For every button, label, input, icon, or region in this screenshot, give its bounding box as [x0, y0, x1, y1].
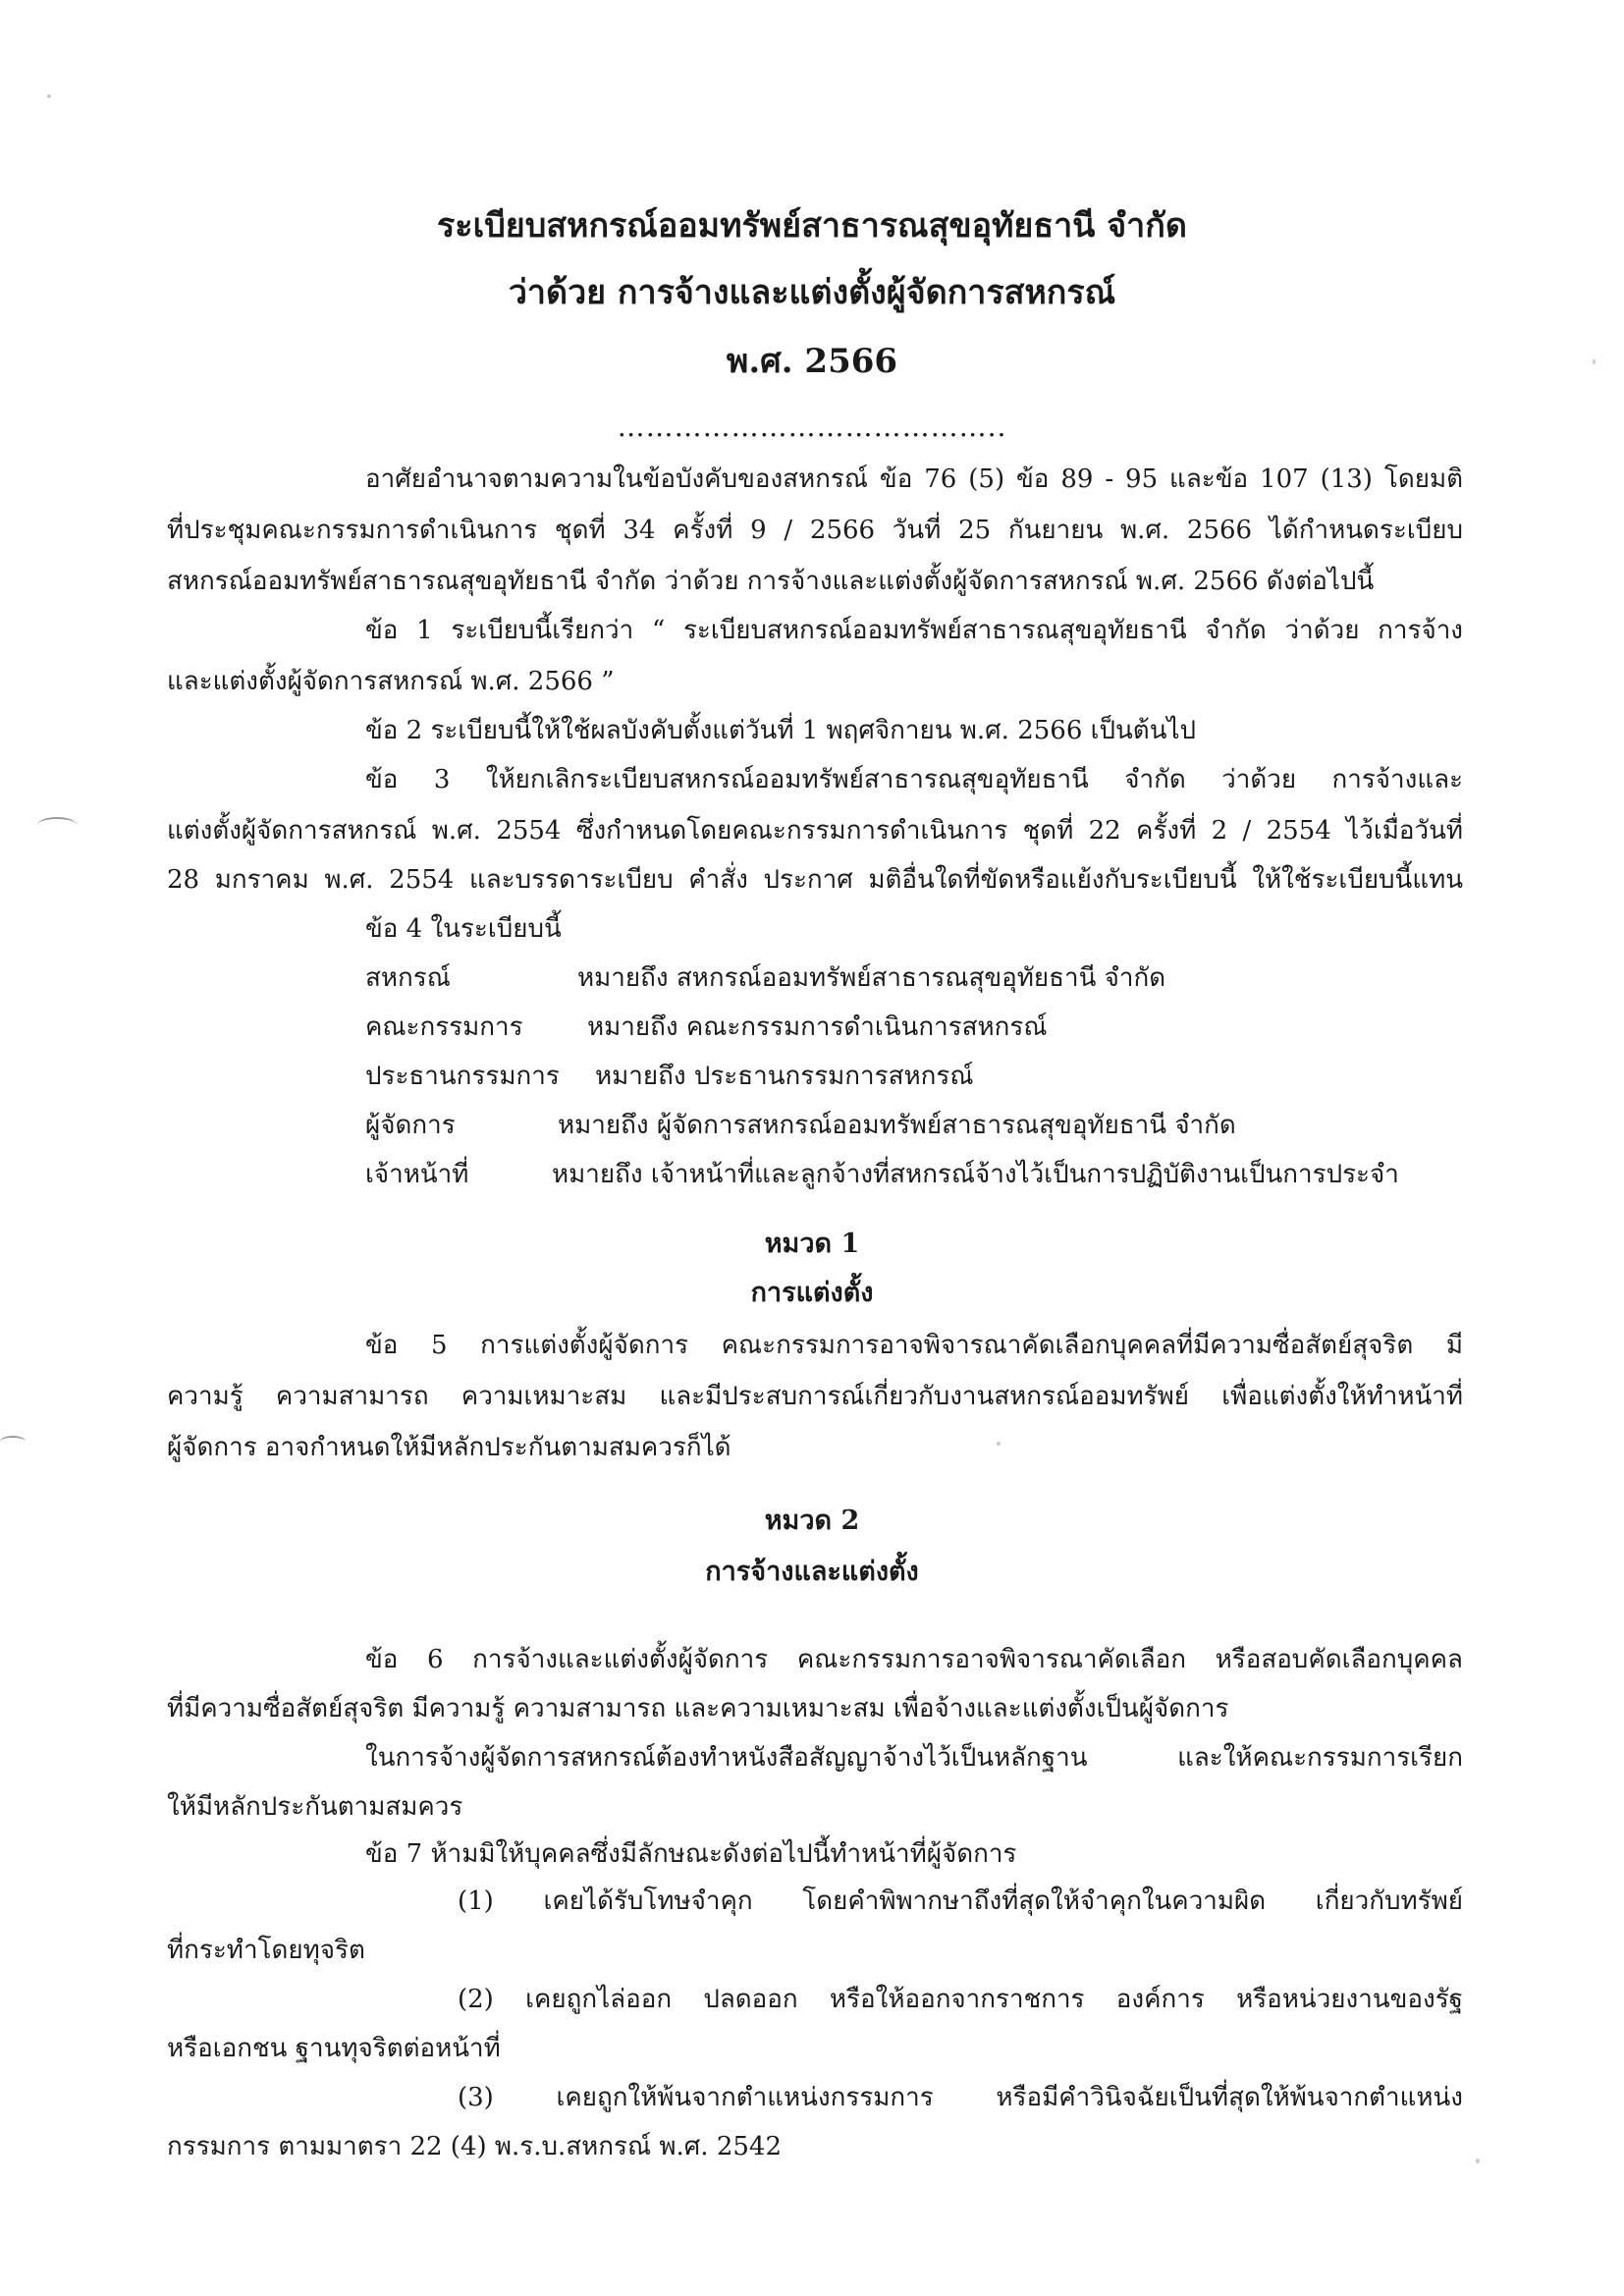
clause6-line: ที่มีความซื่อสัตย์สุจริต มีความรู้ ความสามารถ และความเหมาะสม เพื่อจ้างและแต่งตั้งเป็นผู้จัดการ	[167, 1694, 1229, 1723]
definition-term: ประธานกรรมการ	[365, 1062, 560, 1091]
document-title-line2: ว่าด้วย การจ้างและแต่งตั้งผู้จัดการสหกรณ์	[508, 273, 1116, 312]
definition-meaning: หมายถึง ผู้จัดการสหกรณ์ออมทรัพย์สาธารณสุขอุทัยธานี จำกัด	[558, 1111, 1236, 1140]
section2-subtitle: การจ้างและแต่งตั้ง	[705, 1557, 919, 1587]
definition-term: เจ้าหน้าที่	[365, 1160, 469, 1189]
clause7-item-cont: กรรมการ ตามมาตรา 22 (4) พ.ร.บ.สหกรณ์ พ.ศ. 2542	[167, 2132, 783, 2161]
clause3-line: 28 มกราคม พ.ศ. 2554 และบรรดาระเบียบ คำสั่ง ประกาศ มติอื่นใดที่ขัดหรือแย้งกับระเบียบนี้ ให้ใช้ระเบียบนี้แทน	[167, 865, 1463, 895]
preamble-line: สหกรณ์ออมทรัพย์สาธารณสุขอุทัยธานี จำกัด ว่าด้วย การจ้างและแต่งตั้งผู้จัดการสหกรณ์ พ.ศ. 2566 ดังต่อไปนี้	[167, 567, 1375, 596]
scan-speck	[47, 94, 51, 98]
clause1-line: ข้อ 1 ระเบียบนี้เรียกว่า “ ระเบียบสหกรณ์ออมทรัพย์สาธารณสุขอุทัยธานี จำกัด ว่าด้วย การจ้าง	[365, 616, 1463, 645]
clause7-item: (3) เคยถูกให้พ้นจากตำแหน่งกรรมการ หรือมีคำวินิจฉัยเป็นที่สุดให้พ้นจากตำแหน่ง	[458, 2083, 1463, 2112]
definition-meaning: หมายถึง ประธานกรรมการสหกรณ์	[595, 1062, 974, 1091]
clause7-item: (2) เคยถูกไล่ออก ปลดออก หรือให้ออกจากราชการ องค์การ หรือหน่วยงานของรัฐ	[458, 1985, 1463, 2014]
scan-hole-mark	[37, 817, 77, 833]
clause3-line: แต่งตั้งผู้จัดการสหกรณ์ พ.ศ. 2554 ซึ่งกำหนดโดยคณะกรรมการดำเนินการ ชุดที่ 22 ครั้งที่ 2 / 2554 ไว้เมื่อวันที่	[167, 816, 1463, 846]
definition-term: ผู้จัดการ	[365, 1111, 456, 1140]
definition-term: สหกรณ์	[365, 963, 451, 993]
clause6-line: ข้อ 6 การจ้างและแต่งตั้งผู้จัดการ คณะกรรมการอาจพิจารณาคัดเลือก หรือสอบคัดเลือกบุคคล	[365, 1645, 1463, 1674]
definition-meaning: หมายถึง คณะกรรมการดำเนินการสหกรณ์	[587, 1012, 1048, 1042]
clause7-item: (1) เคยได้รับโทษจำคุก โดยคำพิพากษาถึงที่สุดให้จำคุกในความผิด เกี่ยวกับทรัพย์	[458, 1886, 1463, 1916]
clause7-item-cont: หรือเอกชน ฐานทุจริตต่อหน้าที่	[167, 2034, 501, 2063]
preamble-line: อาศัยอำนาจตามความในข้อบังคับของสหกรณ์ ข้อ 76 (5) ข้อ 89 - 95 และข้อ 107 (13) โดยมติ	[365, 465, 1463, 494]
document-title-line1: ระเบียบสหกรณ์ออมทรัพย์สาธารณสุขอุทัยธานี จำกัด	[437, 206, 1187, 246]
clause7-item-cont: ที่กระทำโดยทุจริต	[167, 1936, 365, 1965]
clause5-line: ความรู้ ความสามารถ ความเหมาะสม และมีประสบการณ์เกี่ยวกับงานสหกรณ์ออมทรัพย์ เพื่อแต่งตั้งให้ทำหน้าที่	[167, 1382, 1463, 1411]
clause1-line: และแต่งตั้งผู้จัดการสหกรณ์ พ.ศ. 2566 ”	[167, 667, 615, 696]
clause5-line: ข้อ 5 การแต่งตั้งผู้จัดการ คณะกรรมการอาจพิจารณาคัดเลือกบุคคลที่มีความซื่อสัตย์สุจริต มี	[365, 1331, 1463, 1360]
definition-meaning: หมายถึง สหกรณ์ออมทรัพย์สาธารณสุขอุทัยธานี จำกัด	[577, 963, 1166, 993]
section2-title: หมวด 2	[764, 1505, 860, 1536]
clause7-intro: ข้อ 7 ห้ามมิให้บุคคลซึ่งมีลักษณะดังต่อไปนี้ทำหน้าที่ผู้จัดการ	[365, 1839, 1017, 1869]
clause6-para2-line: ให้มีหลักประกันตามสมควร	[167, 1792, 463, 1822]
clause3-line: ข้อ 3 ให้ยกเลิกระเบียบสหกรณ์ออมทรัพย์สาธารณสุขอุทัยธานี จำกัด ว่าด้วย การจ้างและ	[365, 765, 1463, 794]
clause5-line: ผู้จัดการ อาจกำหนดให้มีหลักประกันตามสมควรก็ได้	[167, 1433, 731, 1462]
clause2-line: ข้อ 2 ระเบียบนี้ให้ใช้ผลบังคับตั้งแต่วันที่ 1 พฤศจิกายน พ.ศ. 2566 เป็นต้นไป	[365, 716, 1197, 745]
scan-speck	[1476, 2159, 1480, 2163]
scan-hole-mark	[0, 1436, 26, 1448]
clause6-para2-line: ในการจ้างผู้จัดการสหกรณ์ต้องทำหนังสือสัญญาจ้างไว้เป็นหลักฐาน และให้คณะกรรมการเรียก	[365, 1743, 1463, 1773]
definition-term: คณะกรรมการ	[365, 1012, 523, 1042]
document-title-year: พ.ศ. 2566	[726, 342, 898, 381]
preamble-line: ที่ประชุมคณะกรรมการดำเนินการ ชุดที่ 34 ครั้งที่ 9 / 2566 วันที่ 25 กันยายน พ.ศ. 2566 ได้กำหนดระเบียบ	[167, 516, 1463, 545]
title-separator: …………………………………..	[617, 410, 1007, 443]
clause4-intro: ข้อ 4 ในระเบียบนี้	[365, 914, 562, 944]
section1-subtitle: การแต่งตั้ง	[750, 1278, 874, 1308]
section1-title: หมวด 1	[764, 1229, 860, 1259]
definition-meaning: หมายถึง เจ้าหน้าที่และลูกจ้างที่สหกรณ์จ้างไว้เป็นการปฏิบัติงานเป็นการประจำ	[552, 1160, 1399, 1189]
scan-speck	[997, 1442, 1001, 1446]
